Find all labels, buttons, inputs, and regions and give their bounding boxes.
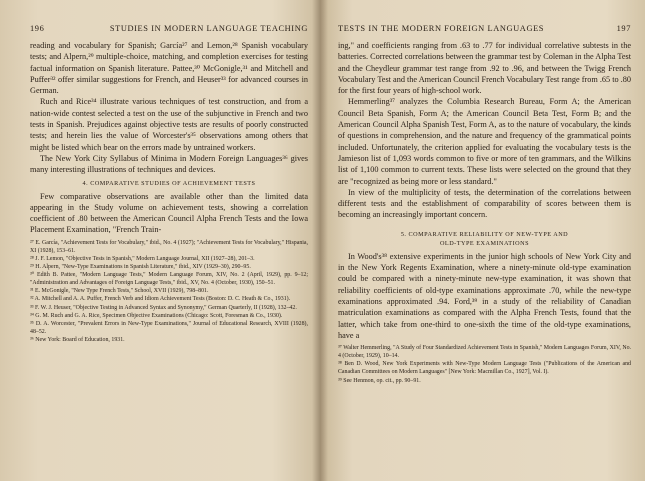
right-body xyxy=(338,40,631,385)
footnote: ³⁷ Walter Hemmerling, "A Study of Four Standardized Achievement Tests in Spanish," Modern Languages Forum, XIV, No. 4 (October, 1929), 10–14. xyxy=(338,345,631,360)
footnote: ³³ F. W. J. Heuser, "Objective Testing in Advanced Syntax and Synonymy," German Quarterly, II (1928), 132–42. xyxy=(30,304,297,311)
left-running-header xyxy=(30,24,308,33)
page-number: 197 xyxy=(616,24,631,33)
right-page xyxy=(320,0,645,481)
footnote: ³⁸ Ben D. Wood, New York Experiments with New-Type Modern Language Tests ("Publications of the American and Canadian Committees on Modern Languages" [New York: Macmillan Co., 1927], Vol. I). xyxy=(338,361,631,376)
page-number: 196 xyxy=(30,24,45,33)
footnote: ³² A. Mitchell and A. A. Puffer, French Verb and Idiom Achievement Tests (Boston: D. C. Heath & Co., 1931). xyxy=(30,296,291,303)
running-head: TESTS IN THE MODERN FOREIGN LANGUAGES xyxy=(338,24,545,33)
section-heading-line: 5. COMPARATIVE RELIABILITY OF NEW-TYPE AND xyxy=(400,230,569,238)
footnote: ³⁹ See Henmon, op. cit., pp. 90–91. xyxy=(338,377,421,384)
paragraph: Few comparative observations are available other than the limited data appearing in the Study volume on achievement tests, showing a correlation coefficient of .80 between the American Council Alpha French Tests and the Iowa Placement Examination, "French Train- xyxy=(30,191,308,235)
paragraph: ing," and coefficients ranging from .63 to .77 for individual correlative subtests in the batteries. Corrected correlations between the grammar test by Coleman in the Alpha Test and the Cheydleur grammar test range from .92 to .96, and between the Twigg French Vocabulary Test and the American Council French Vocabulary Test range from .65 to .80 for the first four years of high-school work. xyxy=(338,41,631,96)
footnote: ²⁹ H. Alpern, "New-Type Examinations in Spanish Literature," ibid., XIV (1929–30), 290–95. xyxy=(30,264,251,271)
paragraph: Hemmerling³⁷ analyzes the Columbia Research Bureau, Form A; the American Council Beta Spanish, Form A; the American Council Beta Test, Form B; and the American Council Alpha Spanish Test, Form A, as to the nature of vocabulary, the kinds of questions in comprehension, and the nature and frequency of the grammatical points included. Unfortunately, the criterion applied for evaluating the vocabulary tests is the Jamieson list of 1,093 words common to five or more of ten grammars, and the Wilkins list of 1,100 common to current texts. These lists were selected on the ground that they are "recognized as being more or less standard." xyxy=(338,97,631,186)
footnote: ²⁷ E. García, "Achievement Tests for Vocabulary," ibid., No. 4 (1927); "Achievement Tests for Vocabulary," Hispania, XI (1928), 153–61. xyxy=(30,239,308,254)
paragraph: The New York City Syllabus of Minima in Modern Foreign Languages³⁶ gives many interesting illustrations of techniques and devices. xyxy=(30,153,308,175)
footnote: ³⁶ New York: Board of Education, 1931. xyxy=(30,336,125,343)
section-heading: 4. COMPARATIVE STUDIES OF ACHIEVEMENT TESTS xyxy=(82,179,256,187)
paragraph: In view of the multiplicity of tests, the determination of the correlations between different tests and the establishment of comparability of scores between them is becoming an increasingly important concern. xyxy=(338,187,631,220)
footnote: ³⁴ G. M. Ruch and G. A. Rice, Specimen Objective Examinations (Chicago: Scott, Foresman & Co., 1930). xyxy=(30,312,283,319)
section-heading-line: OLD-TYPE EXAMINATIONS xyxy=(439,239,530,247)
section-heading xyxy=(338,230,631,248)
footnote: ³⁰ Edith B. Pattee, "Modern Language Tests," Modern Language Forum, XIV, No. 2 (April, 1929), pp. 9–12; "Administration and Advantages of Foreign Language Tests," ibid., XV, No. 4 (October, 1930), 150–51. xyxy=(30,272,308,287)
footnote: ³⁵ D. A. Worcester, "Prevalent Errors in New-Type Examinations," Journal of Educational Research, XVIII (1928), 48–52. xyxy=(30,320,308,335)
book-gutter xyxy=(312,0,328,481)
footnote: ³¹ E. McGonigle, "New Type French Tests," School, XVII (1929), 798–801. xyxy=(30,288,209,295)
left-body xyxy=(30,40,308,344)
running-head: STUDIES IN MODERN LANGUAGE TEACHING xyxy=(109,24,308,33)
footnote: ²⁸ J. F. Lemon, "Objective Tests in Spanish," Modern Language Journal, XII (1927–28), 201–3. xyxy=(30,255,255,262)
right-running-header xyxy=(338,24,631,33)
paragraph: Ruch and Rice³⁴ illustrate various techniques of test construction, and from a nation-wide contest selected a test on the use of the subjunctive in French and two tests in Spanish. Prejudices against objective tests are results of poorly constructed tests; and herein lies the value of Worcester's³⁵ observations among others that might be listed which bear on the errors made by untrained workers. xyxy=(30,97,308,152)
paragraph: In Wood's³⁸ extensive experiments in the junior high schools of New York City and in the New York Regents Examination, where a ninety-minute old-type examination could be compared with a ninety-minute new-type examination, it was shown that reliability coefficients of old-type examinations approximate .70, while the new-type examinations approximated .94. Ford,³⁹ in a study of the reliability of Canadian matriculation examinations as compared with the Alpha French Tests, found that the latter, which take from one-third to one-sixth the time of the old-type examinations, have a xyxy=(338,251,631,340)
left-page xyxy=(0,0,320,481)
paragraph: reading and vocabulary for Spanish; García²⁷ and Lemon,²⁸ Spanish vocabulary tests; and Alpern,²⁹ multiple-choice, matching, and completion exercises for testing factual information on Spanish literature. Pattee,³⁰ McGonigle,³¹ and Mitchell and Puffer³² offer similar suggestions for French, and Heuser³³ for advanced courses in German. xyxy=(30,41,308,96)
